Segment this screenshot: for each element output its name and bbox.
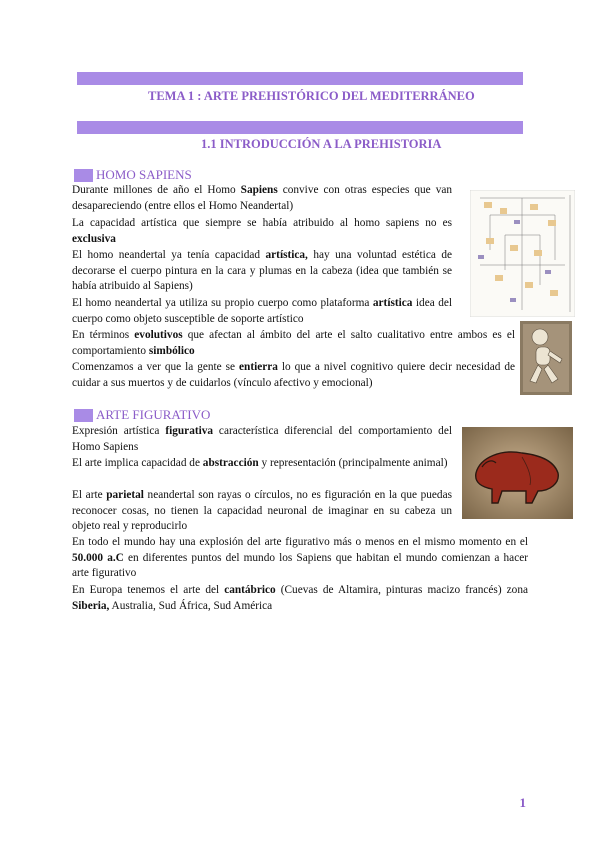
- paragraph: El homo neandertal ya tenía capacidad artística, hay una voluntad estética de decorarse el cuerpo pintura en la cara y plumas en la cabeza (idea que también se había atribuido al Sapiens): [72, 249, 452, 293]
- paragraph: Durante millones de año el Homo Sapiens convive con otras especies que van desapareciendo (entre ellos el Homo Neandertal): [72, 184, 453, 212]
- paragraph: La capacidad artística que siempre se había atribuido al homo sapiens no es exclusiva: [72, 217, 452, 245]
- paragraph: El homo neandertal ya utiliza su propio cuerpo como plataforma artística idea del cuerpo como objeto susceptible de soporte artístico: [72, 297, 453, 325]
- heading-marker: [74, 169, 93, 182]
- paragraph: En todo el mundo hay una explosión del arte figurativo más o menos en el mismo momento en el 50.000 a.C en diferentes puntos del mundo los Sapiens que habitan el mundo comienzan a hacer arte figurativo: [72, 536, 528, 580]
- paragraph: Comenzamos a ver que la gente se entierra lo que a nivel cognitivo quiere decir necesidad de cuidar a sus muertos y de cuidarlos (vínculo afectivo y emocional): [72, 361, 515, 389]
- paragraph: El arte parietal neandertal son rayas o círculos, no es figuración en la que puedas reconocer cosas, no tienen la capacidad neuronal de imaginar en su cabeza un objeto real y reproducirlo: [72, 489, 452, 533]
- title-bar-sub: [77, 121, 523, 134]
- paragraph: En Europa tenemos el arte del cantábrico (Cuevas de Altamira, pinturas macizo francés) zona Siberia, Australia, Sud África, Sud América: [72, 584, 528, 612]
- section-heading-homo-sapiens: [74, 167, 192, 183]
- main-title: TEMA 1 : ARTE PREHISTÓRICO DEL MEDITERRÁNEO: [148, 89, 475, 103]
- title-bar-top: [77, 72, 523, 85]
- page-number: 1: [519, 795, 526, 810]
- paragraph: Expresión artística figurativa característica diferencial del comportamiento del Homo Sapiens: [72, 425, 452, 453]
- section-heading-arte-figurativo: [74, 407, 210, 423]
- evolution-diagram-image: [470, 190, 575, 317]
- section-heading-label: HOMO SAPIENS: [96, 167, 192, 182]
- paragraph: El arte implica capacidad de abstracción y representación (principalmente animal): [72, 457, 448, 469]
- section-heading-label: ARTE FIGURATIVO: [96, 407, 211, 422]
- burial-skeleton-image: [520, 321, 572, 395]
- bison-cave-painting-image: [462, 427, 573, 519]
- paragraph: En términos evolutivos que afectan al ámbito del arte el salto cualitativo entre ambos es el comportamiento simbólico: [72, 329, 515, 357]
- sub-title: 1.1 INTRODUCCIÓN A LA PREHISTORIA: [201, 137, 442, 151]
- heading-marker: [74, 409, 93, 422]
